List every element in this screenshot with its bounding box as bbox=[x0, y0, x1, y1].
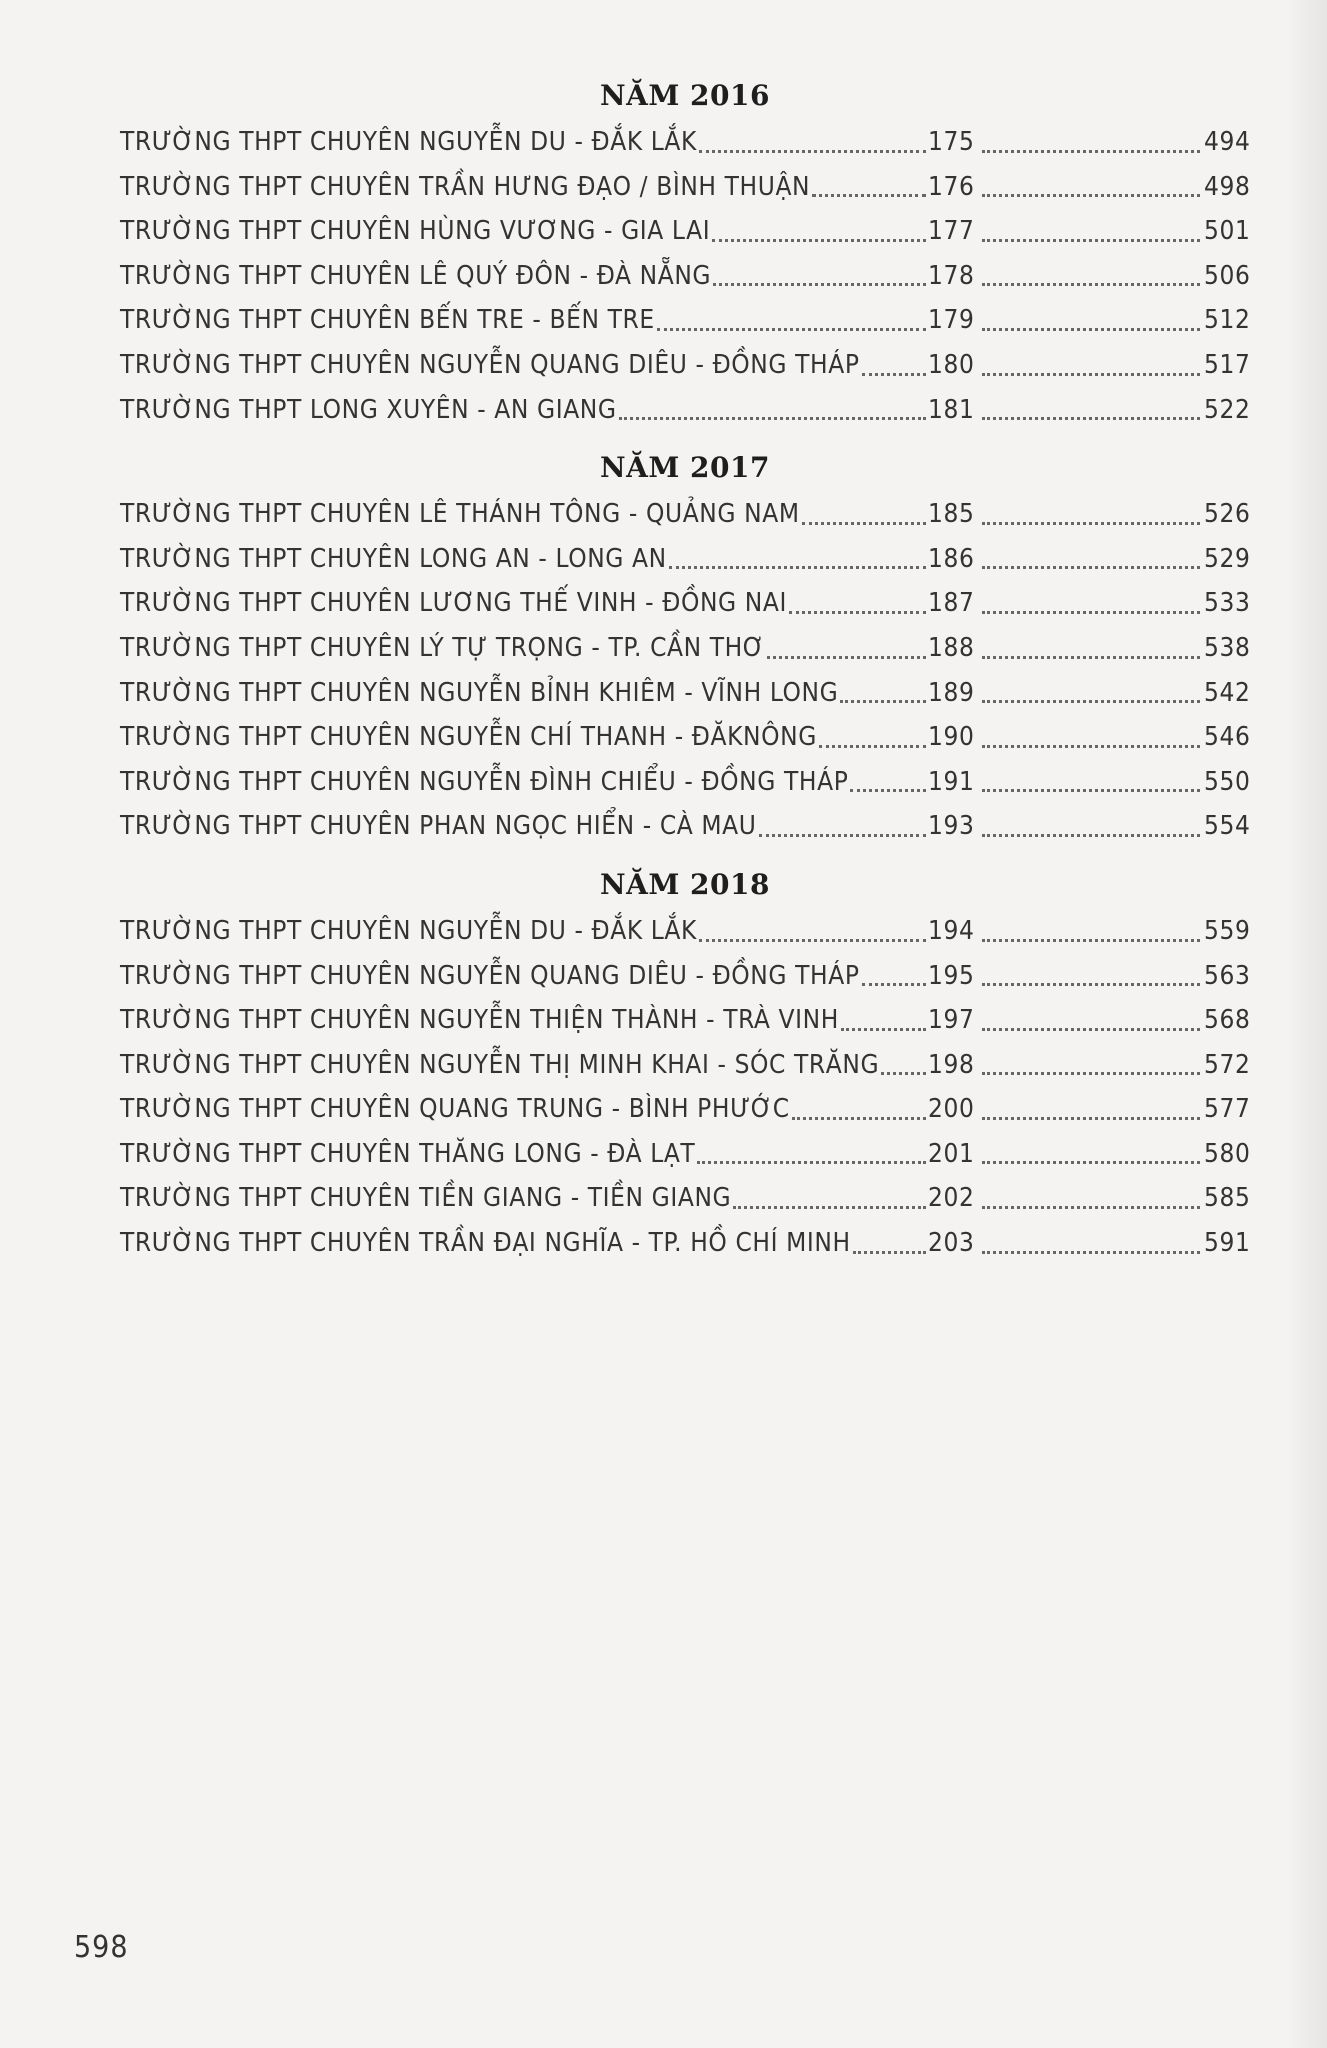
dot-leader bbox=[982, 282, 1200, 286]
problem-page-number: 190 bbox=[928, 722, 975, 753]
entry-title: TRƯỜNG THPT CHUYÊN TIỀN GIANG - TIỀN GIANG bbox=[120, 1183, 732, 1214]
toc-entry bbox=[120, 1176, 1250, 1221]
solution-page-number: 563 bbox=[1204, 960, 1251, 991]
problem-page-number: 203 bbox=[928, 1228, 975, 1259]
dot-leader bbox=[982, 193, 1200, 197]
section-gap bbox=[120, 849, 1250, 861]
section-title: NĂM 2017 bbox=[600, 451, 770, 485]
problem-page-number: 194 bbox=[928, 915, 975, 946]
toc-entry bbox=[120, 804, 1250, 849]
dot-leader bbox=[982, 327, 1200, 331]
dot-leader bbox=[982, 788, 1200, 792]
entry-title: TRƯỜNG THPT CHUYÊN NGUYỄN BỈNH KHIÊM - VĨNH LONG bbox=[120, 677, 839, 708]
problem-page-number: 201 bbox=[928, 1138, 975, 1169]
entry-title: TRƯỜNG THPT CHUYÊN NGUYỄN THỊ MINH KHAI - SÓC TRĂNG bbox=[120, 1049, 880, 1080]
entry-title: TRƯỜNG THPT CHUYÊN LƯƠNG THẾ VINH - ĐỒNG NAI bbox=[120, 588, 787, 619]
entry-title: TRƯỜNG THPT CHUYÊN NGUYỄN QUANG DIÊU - ĐỒNG THÁP bbox=[120, 349, 860, 380]
entry-title: TRƯỜNG THPT CHUYÊN PHAN NGỌC HIỂN - CÀ MAU bbox=[120, 811, 757, 842]
entry-title: TRƯỜNG THPT CHUYÊN TRẦN HƯNG ĐẠO / BÌNH THUẬN bbox=[120, 171, 811, 202]
toc-entry bbox=[120, 954, 1250, 999]
entry-title: TRƯỜNG THPT CHUYÊN LONG AN - LONG AN bbox=[120, 543, 667, 574]
dot-leader bbox=[982, 565, 1200, 569]
toc-entry bbox=[120, 298, 1250, 343]
page-number: 598 bbox=[74, 1930, 129, 1965]
problem-page-number: 189 bbox=[928, 677, 975, 708]
entry-title: TRƯỜNG THPT CHUYÊN NGUYỄN THIỆN THÀNH - TRÀ VINH bbox=[120, 1005, 839, 1036]
solution-page-number: 533 bbox=[1204, 588, 1251, 619]
dot-leader bbox=[982, 1116, 1200, 1120]
problem-page-number: 177 bbox=[928, 216, 975, 247]
solution-page-number: 526 bbox=[1204, 499, 1251, 530]
entry-title: TRƯỜNG THPT CHUYÊN NGUYỄN DU - ĐẮK LẮK bbox=[120, 127, 697, 157]
toc-entry bbox=[120, 120, 1250, 165]
toc-entry bbox=[120, 1221, 1250, 1266]
toc-entry bbox=[120, 998, 1250, 1043]
problem-page-number: 185 bbox=[928, 499, 975, 530]
solution-page-number: 572 bbox=[1204, 1049, 1251, 1080]
dot-leader bbox=[982, 1250, 1200, 1254]
dot-leader bbox=[982, 655, 1200, 659]
solution-page-number: 559 bbox=[1204, 915, 1251, 946]
solution-page-number: 506 bbox=[1204, 260, 1251, 291]
problem-page-number: 195 bbox=[928, 960, 975, 991]
dot-leader bbox=[982, 833, 1200, 837]
solution-page-number: 546 bbox=[1204, 722, 1251, 753]
solution-page-number: 522 bbox=[1204, 394, 1251, 425]
toc-entry bbox=[120, 909, 1250, 954]
toc-entry bbox=[120, 165, 1250, 210]
entry-title: TRƯỜNG THPT CHUYÊN QUANG TRUNG - BÌNH PHƯỚC bbox=[120, 1094, 790, 1125]
solution-page-number: 512 bbox=[1204, 305, 1251, 336]
solution-page-number: 529 bbox=[1204, 543, 1251, 574]
dot-leader bbox=[802, 521, 926, 525]
dot-leader bbox=[619, 416, 926, 420]
dot-leader bbox=[982, 521, 1200, 525]
dot-leader bbox=[657, 327, 926, 331]
entry-title: TRƯỜNG THPT CHUYÊN LÊ THÁNH TÔNG - QUẢNG NAM bbox=[120, 499, 800, 530]
dot-leader bbox=[789, 610, 926, 614]
entry-title: TRƯỜNG THPT CHUYÊN NGUYỄN CHÍ THANH - ĐĂKNÔNG bbox=[120, 722, 817, 753]
dot-leader bbox=[767, 655, 926, 659]
dot-leader bbox=[759, 833, 927, 837]
dot-leader bbox=[699, 149, 926, 153]
toc-entry bbox=[120, 492, 1250, 537]
solution-page-number: 494 bbox=[1204, 127, 1251, 157]
dot-leader bbox=[982, 610, 1200, 614]
dot-leader bbox=[982, 149, 1200, 153]
toc-entry bbox=[120, 209, 1250, 254]
section-title: NĂM 2018 bbox=[600, 867, 770, 901]
problem-page-number: 175 bbox=[928, 127, 975, 157]
solution-page-number: 550 bbox=[1204, 766, 1251, 797]
section-gap bbox=[120, 432, 1250, 444]
solution-page-number: 542 bbox=[1204, 677, 1251, 708]
toc-entry bbox=[120, 671, 1250, 716]
problem-page-number: 181 bbox=[928, 394, 975, 425]
entry-title: TRƯỜNG THPT CHUYÊN HÙNG VƯƠNG - GIA LAI bbox=[120, 216, 711, 247]
dot-leader bbox=[812, 193, 926, 197]
problem-page-number: 193 bbox=[928, 811, 975, 842]
dot-leader bbox=[840, 699, 926, 703]
entry-title: TRƯỜNG THPT CHUYÊN LÝ TỰ TRỌNG - TP. CẦN THƠ bbox=[120, 632, 765, 663]
problem-page-number: 191 bbox=[928, 766, 975, 797]
solution-page-number: 591 bbox=[1204, 1228, 1251, 1259]
solution-page-number: 554 bbox=[1204, 811, 1251, 842]
problem-page-number: 180 bbox=[928, 349, 975, 380]
solution-page-number: 577 bbox=[1204, 1094, 1251, 1125]
dot-leader bbox=[841, 1027, 926, 1031]
toc-entry bbox=[120, 537, 1250, 582]
dot-leader bbox=[792, 1116, 926, 1120]
dot-leader bbox=[982, 982, 1200, 986]
binding-shadow bbox=[1287, 0, 1327, 2048]
dot-leader bbox=[982, 1205, 1200, 1209]
dot-leader bbox=[982, 238, 1200, 242]
solution-page-number: 580 bbox=[1204, 1138, 1251, 1169]
dot-leader bbox=[697, 1160, 926, 1164]
problem-page-number: 188 bbox=[928, 632, 975, 663]
dot-leader bbox=[982, 1071, 1200, 1075]
dot-leader bbox=[881, 1071, 926, 1075]
toc-entry bbox=[120, 1132, 1250, 1177]
dot-leader bbox=[712, 238, 926, 242]
dot-leader bbox=[819, 744, 926, 748]
toc-entry bbox=[120, 760, 1250, 805]
entry-title: TRƯỜNG THPT CHUYÊN NGUYỄN DU - ĐẮK LẮK bbox=[120, 915, 697, 946]
dot-leader bbox=[853, 1250, 926, 1254]
problem-page-number: 197 bbox=[928, 1005, 975, 1036]
toc-entry bbox=[120, 715, 1250, 760]
problem-page-number: 187 bbox=[928, 588, 975, 619]
problem-page-number: 186 bbox=[928, 543, 975, 574]
problem-page-number: 200 bbox=[928, 1094, 975, 1125]
dot-leader bbox=[850, 788, 926, 792]
dot-leader bbox=[982, 938, 1200, 942]
solution-page-number: 498 bbox=[1204, 171, 1251, 202]
solution-page-number: 517 bbox=[1204, 349, 1251, 380]
toc-entry bbox=[120, 581, 1250, 626]
dot-leader bbox=[982, 372, 1200, 376]
dot-leader bbox=[982, 416, 1200, 420]
entry-title: TRƯỜNG THPT LONG XUYÊN - AN GIANG bbox=[120, 394, 617, 425]
entry-title: TRƯỜNG THPT CHUYÊN LÊ QUÝ ĐÔN - ĐÀ NẴNG bbox=[120, 260, 712, 291]
dot-leader bbox=[713, 282, 926, 286]
dot-leader bbox=[862, 982, 926, 986]
dot-leader bbox=[862, 372, 926, 376]
dot-leader bbox=[982, 1160, 1200, 1164]
entry-title: TRƯỜNG THPT CHUYÊN TRẦN ĐẠI NGHĨA - TP. HỒ CHÍ MINH bbox=[120, 1228, 851, 1259]
solution-page-number: 568 bbox=[1204, 1005, 1251, 1036]
toc-entry bbox=[120, 388, 1250, 433]
toc-entry bbox=[120, 626, 1250, 671]
dot-leader bbox=[733, 1205, 926, 1209]
section-title: NĂM 2016 bbox=[600, 79, 770, 112]
solution-page-number: 501 bbox=[1204, 216, 1251, 247]
problem-page-number: 176 bbox=[928, 171, 975, 202]
table-of-contents bbox=[120, 72, 1250, 1266]
toc-entry bbox=[120, 254, 1250, 299]
problem-page-number: 198 bbox=[928, 1049, 975, 1080]
solution-page-number: 585 bbox=[1204, 1183, 1251, 1214]
entry-title: TRƯỜNG THPT CHUYÊN NGUYỄN QUANG DIÊU - ĐỒNG THÁP bbox=[120, 960, 860, 991]
toc-entry bbox=[120, 1043, 1250, 1088]
toc-entry bbox=[120, 343, 1250, 388]
dot-leader bbox=[669, 565, 926, 569]
problem-page-number: 178 bbox=[928, 260, 975, 291]
entry-title: TRƯỜNG THPT CHUYÊN THĂNG LONG - ĐÀ LẠT bbox=[120, 1138, 696, 1169]
dot-leader bbox=[982, 699, 1200, 703]
problem-page-number: 179 bbox=[928, 305, 975, 336]
dot-leader bbox=[982, 1027, 1200, 1031]
toc-entry bbox=[120, 1087, 1250, 1132]
solution-page-number: 538 bbox=[1204, 632, 1251, 663]
dot-leader bbox=[699, 938, 926, 942]
entry-title: TRƯỜNG THPT CHUYÊN NGUYỄN ĐÌNH CHIỂU - ĐỒNG THÁP bbox=[120, 766, 849, 797]
problem-page-number: 202 bbox=[928, 1183, 975, 1214]
entry-title: TRƯỜNG THPT CHUYÊN BẾN TRE - BẾN TRE bbox=[120, 305, 655, 336]
dot-leader bbox=[982, 744, 1200, 748]
